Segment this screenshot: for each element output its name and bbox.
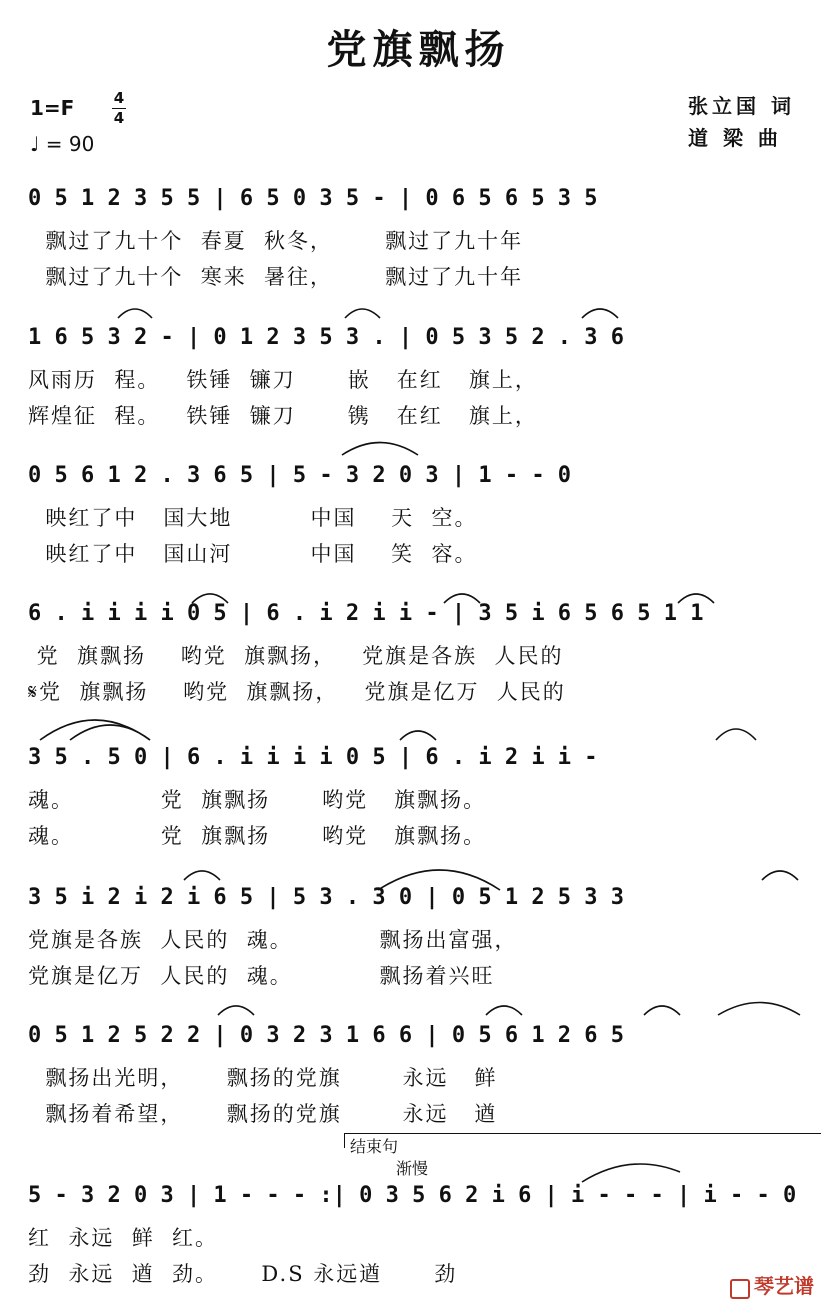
- notation-line: 5 - 3 2 0 3 | 1 - - - :| 0 3 5 6 2 i 6 | i - - - | i - - 0: [28, 1182, 797, 1208]
- lyric-verse-2: 𝄋党 旗飘扬 哟党 旗飘扬， 党旗是亿万 人民的: [28, 680, 566, 704]
- key-signature: 1=F: [30, 96, 75, 120]
- ending-bracket: [344, 1133, 821, 1148]
- notation-line: 0 5 1 2 5 2 2 | 0 3 2 3 1 6 6 | 0 5 6 1 2 6 5: [28, 1022, 625, 1048]
- lyric-verse-1: 党旗是各族 人民的 魂。 飘扬出富强，: [28, 928, 518, 952]
- lyric-verse-2: 映红了中 国山河 中国 笑 容。: [28, 542, 478, 566]
- composer-credit: 道 梁 曲: [688, 126, 782, 150]
- lyric-verse-2: 劲 永远 遒 劲。 D.S 永远遒 劲: [28, 1262, 458, 1286]
- lyric-verse-1: 飘过了九十个 春夏 秋冬， 飘过了九十年: [28, 229, 524, 253]
- lyric-verse-2: 党旗是亿万 人民的 魂。 飘扬着兴旺: [28, 964, 495, 988]
- watermark: 琴艺谱: [730, 1270, 814, 1299]
- meter-bottom: 4: [113, 109, 125, 127]
- lyric-verse-1: 红 永远 鲜 红。: [28, 1226, 219, 1250]
- lyric-verse-2: 辉煌征 程。 铁锤 镰刀 镌 在红 旗上，: [28, 404, 538, 428]
- meter-top: 4: [113, 89, 125, 107]
- notation-line: 0 5 6 1 2 . 3 6 5 | 5 - 3 2 0 3 | 1 - - 0: [28, 462, 572, 488]
- piano-icon: [730, 1279, 750, 1299]
- notation-line: 3 5 . 5 0 | 6 . i i i i 0 5 | 6 . i 2 i i -: [28, 744, 598, 770]
- lyric-verse-1: 映红了中 国大地 中国 天 空。: [28, 506, 478, 530]
- notation-line: 6 . i i i i 0 5 | 6 . i 2 i i - | 3 5 i 6 5 6 5 1 1: [28, 600, 704, 626]
- tempo-marking: ♩ = 90: [30, 132, 95, 156]
- lyric-verse-2: 飘过了九十个 寒来 暑往， 飘过了九十年: [28, 265, 524, 289]
- lyric-verse-1: 党 旗飘扬 哟党 旗飘扬， 党旗是各族 人民的: [28, 644, 564, 668]
- time-signature: [112, 90, 126, 127]
- notation-line: 0 5 1 2 3 5 5 | 6 5 0 3 5 - | 0 6 5 6 5 3 5: [28, 185, 598, 211]
- lyricist-credit: 张立国 词: [688, 94, 795, 118]
- lyric-verse-2: 魂。 党 旗飘扬 哟党 旗飘扬。: [28, 824, 487, 848]
- ending-label: 结束句: [350, 1137, 399, 1156]
- rit-label: 渐慢: [396, 1159, 429, 1178]
- notation-line: 3 5 i 2 i 2 i 6 5 | 5 3 . 3 0 | 0 5 1 2 5 3 3: [28, 884, 625, 910]
- song-title: 党旗飘扬: [326, 27, 511, 73]
- lyric-verse-2: 飘扬着希望， 飘扬的党旗 永远 遒: [28, 1102, 498, 1126]
- lyric-verse-1: 飘扬出光明， 飘扬的党旗 永远 鲜: [28, 1066, 498, 1090]
- lyric-verse-1: 风雨历 程。 铁锤 镰刀 嵌 在红 旗上，: [28, 368, 538, 392]
- lyric-verse-1: 魂。 党 旗飘扬 哟党 旗飘扬。: [28, 788, 487, 812]
- notation-line: 1 6 5 3 2 - | 0 1 2 3 5 3 . | 0 5 3 5 2 . 3 6: [28, 324, 625, 350]
